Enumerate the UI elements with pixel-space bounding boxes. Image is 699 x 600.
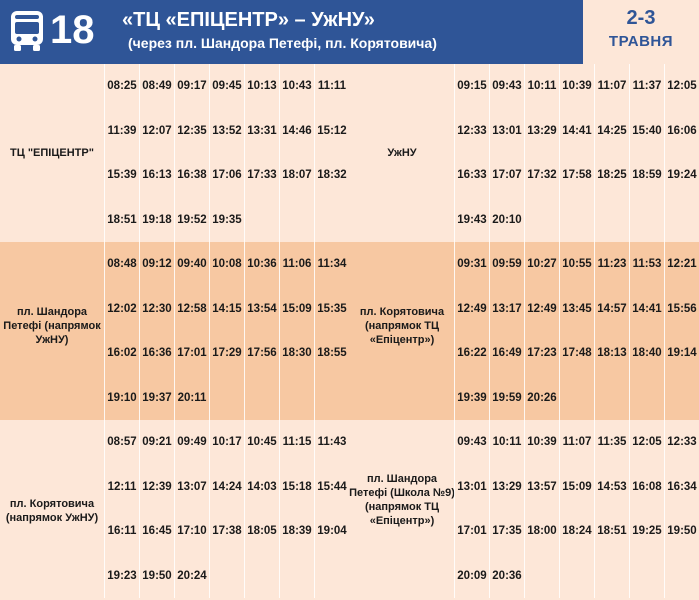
time-cell: 16:49 — [489, 331, 524, 376]
time-cell — [279, 376, 314, 421]
time-cell: 11:53 — [629, 242, 664, 287]
time-cell: 15:09 — [279, 287, 314, 332]
time-cell: 10:55 — [559, 242, 594, 287]
time-cell: 11:07 — [594, 64, 629, 109]
timetable-left — [104, 420, 349, 598]
time-cell: 18:07 — [279, 153, 314, 198]
time-cell: 18:25 — [594, 153, 629, 198]
time-cell: 17:32 — [524, 153, 559, 198]
time-cell: 08:48 — [104, 242, 139, 287]
time-cell: 16:13 — [139, 153, 174, 198]
timetable-right — [454, 242, 699, 420]
time-cell: 12:35 — [174, 109, 209, 154]
time-cell: 13:07 — [174, 465, 209, 510]
time-cell: 14:15 — [209, 287, 244, 332]
time-cell: 19:50 — [664, 509, 699, 554]
time-cell — [314, 554, 349, 599]
time-cell: 11:06 — [279, 242, 314, 287]
time-cell — [314, 198, 349, 243]
time-cell: 16:08 — [629, 465, 664, 510]
time-cell: 13:45 — [559, 287, 594, 332]
time-cell: 11:39 — [104, 109, 139, 154]
time-cell — [594, 198, 629, 243]
time-cell: 19:37 — [139, 376, 174, 421]
time-cell: 13:31 — [244, 109, 279, 154]
bus-icon — [8, 9, 46, 53]
time-cell: 18:59 — [629, 153, 664, 198]
time-cell: 16:36 — [139, 331, 174, 376]
time-cell: 15:39 — [104, 153, 139, 198]
time-cell: 12:30 — [139, 287, 174, 332]
time-cell: 19:10 — [104, 376, 139, 421]
time-cell: 16:06 — [664, 109, 699, 154]
time-cell: 19:24 — [664, 153, 699, 198]
time-cell — [559, 198, 594, 243]
time-cell: 13:29 — [489, 465, 524, 510]
time-cell: 15:12 — [314, 109, 349, 154]
time-cell: 19:23 — [104, 554, 139, 599]
time-cell: 11:37 — [629, 64, 664, 109]
time-cell: 13:01 — [489, 109, 524, 154]
time-cell: 13:29 — [524, 109, 559, 154]
schedule-section-3 — [0, 420, 699, 598]
time-cell: 18:05 — [244, 509, 279, 554]
time-cell — [664, 198, 699, 243]
time-cell: 17:56 — [244, 331, 279, 376]
time-cell: 16:11 — [104, 509, 139, 554]
time-cell: 20:11 — [174, 376, 209, 421]
time-cell: 18:30 — [279, 331, 314, 376]
time-cell: 12:39 — [139, 465, 174, 510]
time-cell — [629, 376, 664, 421]
time-cell: 18:24 — [559, 509, 594, 554]
time-cell: 19:59 — [489, 376, 524, 421]
time-cell — [629, 198, 664, 243]
time-cell: 12:21 — [664, 242, 699, 287]
time-cell: 10:13 — [244, 64, 279, 109]
time-cell: 09:17 — [174, 64, 209, 109]
time-cell — [559, 376, 594, 421]
time-cell: 08:57 — [104, 420, 139, 465]
time-cell: 14:24 — [209, 465, 244, 510]
time-cell: 09:31 — [454, 242, 489, 287]
time-cell: 14:46 — [279, 109, 314, 154]
time-cell: 09:12 — [139, 242, 174, 287]
time-cell: 19:35 — [209, 198, 244, 243]
time-cell: 15:18 — [279, 465, 314, 510]
time-cell: 17:35 — [489, 509, 524, 554]
time-cell: 13:54 — [244, 287, 279, 332]
time-cell: 09:40 — [174, 242, 209, 287]
stop-name-right: пл. Корятовича (напрямок ТЦ «Епіцентр») — [359, 306, 445, 346]
time-cell: 16:33 — [454, 153, 489, 198]
time-cell: 17:01 — [454, 509, 489, 554]
time-cell — [209, 376, 244, 421]
time-cell — [244, 376, 279, 421]
time-cell: 18:51 — [594, 509, 629, 554]
time-cell — [279, 554, 314, 599]
time-cell: 13:17 — [489, 287, 524, 332]
time-cell: 17:23 — [524, 331, 559, 376]
time-cell: 08:49 — [139, 64, 174, 109]
time-cell: 19:50 — [139, 554, 174, 599]
schedule-section-2 — [0, 242, 699, 420]
stop-name-left: пл. Шандора Петефі (напрямок УжНУ) — [3, 306, 101, 346]
time-cell: 10:11 — [489, 420, 524, 465]
time-cell — [209, 554, 244, 599]
timetable-right — [454, 420, 699, 598]
time-cell — [244, 554, 279, 599]
time-cell: 12:49 — [524, 287, 559, 332]
time-cell: 12:33 — [664, 420, 699, 465]
timetable-right — [454, 64, 699, 242]
time-cell: 17:06 — [209, 153, 244, 198]
time-cell: 16:45 — [139, 509, 174, 554]
time-cell: 09:45 — [209, 64, 244, 109]
time-cell: 09:59 — [489, 242, 524, 287]
time-cell: 16:34 — [664, 465, 699, 510]
time-cell: 16:38 — [174, 153, 209, 198]
stop-name-left: ТЦ "ЕПІЦЕНТР" — [10, 147, 94, 159]
time-cell: 13:52 — [209, 109, 244, 154]
time-cell: 19:18 — [139, 198, 174, 243]
time-cell: 16:22 — [454, 331, 489, 376]
timetable-left — [104, 242, 349, 420]
time-cell: 12:05 — [664, 64, 699, 109]
time-cell: 12:11 — [104, 465, 139, 510]
time-cell: 12:58 — [174, 287, 209, 332]
time-cell — [559, 554, 594, 599]
time-cell: 18:55 — [314, 331, 349, 376]
time-cell: 20:10 — [489, 198, 524, 243]
time-cell: 10:39 — [559, 64, 594, 109]
time-cell: 18:39 — [279, 509, 314, 554]
time-cell: 14:41 — [559, 109, 594, 154]
time-cell: 14:57 — [594, 287, 629, 332]
time-cell: 12:05 — [629, 420, 664, 465]
time-cell: 18:32 — [314, 153, 349, 198]
time-cell: 14:25 — [594, 109, 629, 154]
time-cell: 10:36 — [244, 242, 279, 287]
time-cell: 10:39 — [524, 420, 559, 465]
time-cell: 20:09 — [454, 554, 489, 599]
time-cell — [664, 554, 699, 599]
time-cell: 15:09 — [559, 465, 594, 510]
time-cell: 16:02 — [104, 331, 139, 376]
time-cell: 11:43 — [314, 420, 349, 465]
time-cell — [524, 554, 559, 599]
time-cell: 11:23 — [594, 242, 629, 287]
time-cell: 20:24 — [174, 554, 209, 599]
time-cell: 11:11 — [314, 64, 349, 109]
time-cell: 09:43 — [489, 64, 524, 109]
time-cell: 13:01 — [454, 465, 489, 510]
time-cell: 13:57 — [524, 465, 559, 510]
time-cell: 17:38 — [209, 509, 244, 554]
time-cell: 17:48 — [559, 331, 594, 376]
time-cell — [629, 554, 664, 599]
time-cell — [594, 376, 629, 421]
time-cell: 15:56 — [664, 287, 699, 332]
date-days: 2-3 — [626, 7, 656, 29]
time-cell — [664, 376, 699, 421]
time-cell: 15:40 — [629, 109, 664, 154]
time-cell: 14:41 — [629, 287, 664, 332]
time-cell: 11:15 — [279, 420, 314, 465]
time-cell: 19:14 — [664, 331, 699, 376]
time-cell: 09:43 — [454, 420, 489, 465]
time-cell: 20:26 — [524, 376, 559, 421]
time-cell: 11:07 — [559, 420, 594, 465]
time-cell — [279, 198, 314, 243]
time-cell: 18:00 — [524, 509, 559, 554]
time-cell: 19:39 — [454, 376, 489, 421]
date-badge — [583, 0, 699, 64]
stop-name-right: УжНУ — [387, 147, 417, 159]
time-cell: 19:25 — [629, 509, 664, 554]
time-cell: 11:34 — [314, 242, 349, 287]
time-cell: 19:52 — [174, 198, 209, 243]
time-cell: 10:45 — [244, 420, 279, 465]
time-cell: 12:49 — [454, 287, 489, 332]
time-cell: 18:13 — [594, 331, 629, 376]
time-cell: 17:29 — [209, 331, 244, 376]
time-cell: 18:40 — [629, 331, 664, 376]
stop-name-right: пл. Шандора Петефі (Школа №9) (напрямок ТЦ «Епіцентр») — [349, 473, 455, 527]
time-cell: 17:01 — [174, 331, 209, 376]
time-cell: 11:35 — [594, 420, 629, 465]
time-cell: 19:04 — [314, 509, 349, 554]
date-month: ТРАВНЯ — [608, 33, 674, 50]
time-cell: 10:27 — [524, 242, 559, 287]
timetable-left — [104, 64, 349, 242]
time-cell: 17:07 — [489, 153, 524, 198]
time-cell: 09:15 — [454, 64, 489, 109]
time-cell: 10:17 — [209, 420, 244, 465]
route-subtitle: (через пл. Шандора Петефі, пл. Корятовича) — [128, 35, 437, 51]
time-cell: 09:21 — [139, 420, 174, 465]
time-cell: 08:25 — [104, 64, 139, 109]
route-title: «ТЦ «ЕПІЦЕНТР» – УжНУ» — [122, 9, 375, 31]
time-cell: 17:33 — [244, 153, 279, 198]
time-cell: 14:53 — [594, 465, 629, 510]
stop-name-left: пл. Корятовича (напрямок УжНУ) — [5, 498, 99, 524]
time-cell — [524, 198, 559, 243]
time-cell: 12:02 — [104, 287, 139, 332]
time-cell: 20:36 — [489, 554, 524, 599]
time-cell — [314, 376, 349, 421]
header-bar — [0, 0, 699, 64]
schedule-section-1 — [0, 64, 699, 242]
time-cell: 15:44 — [314, 465, 349, 510]
time-cell: 15:35 — [314, 287, 349, 332]
time-cell: 14:03 — [244, 465, 279, 510]
time-cell: 18:51 — [104, 198, 139, 243]
time-cell: 09:49 — [174, 420, 209, 465]
time-cell: 12:07 — [139, 109, 174, 154]
route-number: 18 — [50, 8, 95, 52]
time-cell: 12:33 — [454, 109, 489, 154]
time-cell: 19:43 — [454, 198, 489, 243]
route-badge — [0, 0, 112, 64]
time-cell: 10:11 — [524, 64, 559, 109]
time-cell: 10:08 — [209, 242, 244, 287]
time-cell: 17:10 — [174, 509, 209, 554]
time-cell — [594, 554, 629, 599]
time-cell: 17:58 — [559, 153, 594, 198]
time-cell: 10:43 — [279, 64, 314, 109]
time-cell — [244, 198, 279, 243]
